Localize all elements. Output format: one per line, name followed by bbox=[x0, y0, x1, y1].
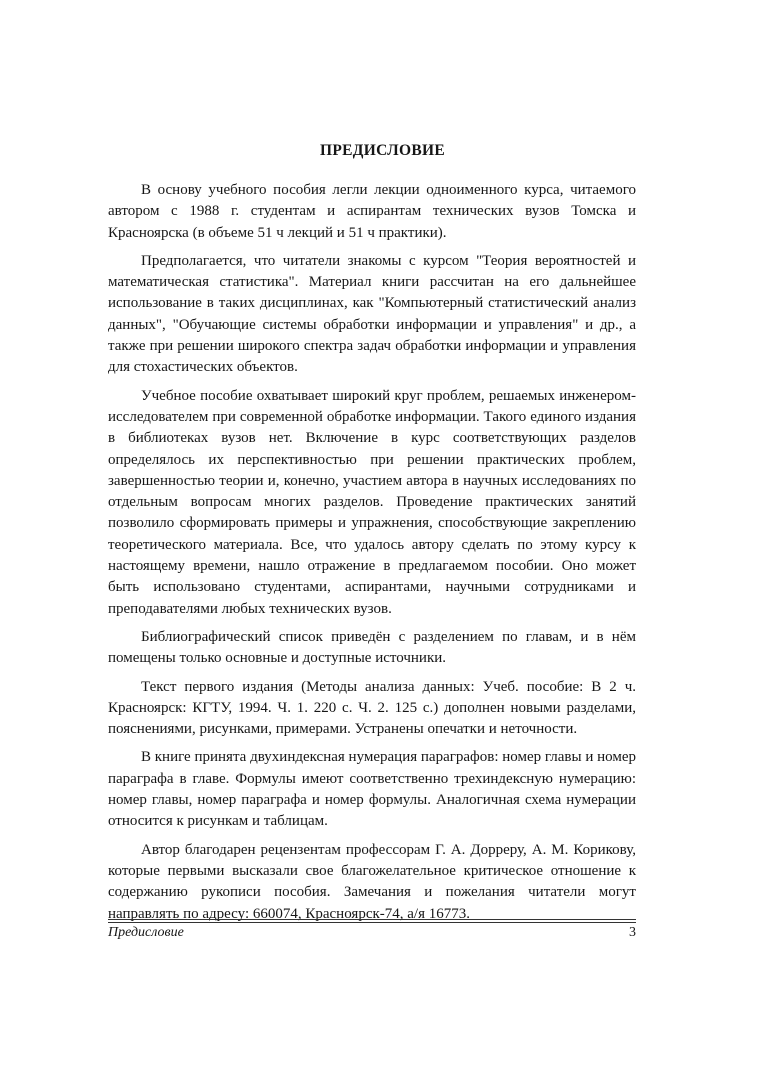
paragraph: Библиографический список приведён с разделением по главам, и в нём помещены только основные и доступные источники. bbox=[108, 628, 636, 667]
paragraph: В основу учебного пособия легли лекции одноименного курса, читаемого автором с 1988 г. студентам и аспирантам технических вузов Томска и Красноярска (в объеме 51 ч лекций и 51 ч практики). bbox=[108, 182, 636, 241]
running-footer-section: Предисловие bbox=[108, 925, 184, 940]
page-number: 3 bbox=[629, 925, 636, 940]
paragraph: Автор благодарен рецензентам профессорам Г. А. Дорреру, А. М. Корикову, которые первыми высказали свое благожелательное критическое отношение к содержанию рукописи пособия. Замечания и пожелания читатели могут направлять по адресу: 660074, Красноярск-74, а/я 16773. bbox=[108, 841, 636, 922]
paragraph: Текст первого издания (Методы анализа данных: Учеб. пособие: В 2 ч. Красноярск: КГТУ, 1994. Ч. 1. 220 с. Ч. 2. 125 с.) дополнен новыми разделами, пояснениями, рисунками, примерами. Устранены опечатки и неточности. bbox=[108, 678, 636, 738]
body-text bbox=[108, 180, 636, 932]
paragraph: Учебное пособие охватывает широкий круг проблем, решаемых инженером-исследователем при современной обработке информации. Такого единого издания в библиотеках вузов нет. Включение в курс соответствующих разделов определялось их перспективностью при решении практических проблем, завершенностью теории и, конечно, участием автора в научных исследованиях по отдельным вопросам многих разделов. Проведение практических занятий позволило сформировать примеры и упражнения, способствующие закреплению теоретического материала. Все, что удалось автору сделать по этому курсу к настоящему времени, нашло отражение в предлагаемом пособии. Оно может быть использовано студентами, аспирантами, научными сотрудниками и преподавателями любых технических вузов. bbox=[108, 387, 636, 617]
paragraph: В книге принята двухиндексная нумерация параграфов: номер главы и номер параграфа в главе. Формулы имеют соответственно трехиндексную нумерацию: номер главы, номер параграфа и номер формулы. Аналогичная схема нумерации относится к рисункам и таблицам. bbox=[108, 749, 637, 830]
page-title: ПРЕДИСЛОВИЕ bbox=[319, 142, 446, 159]
paragraph: Предполагается, что читатели знакомы с курсом "Теория вероятностей и математическая статистика". Материал книги рассчитан на его дальнейшее использование в таких дисциплинах, как "Компьютерный статистический анализ данных", "Обучающие системы обработки информации и управления" и др., а также при решении широкого спектра задач обработки информации и управления для стохастических объектов. bbox=[108, 252, 636, 376]
footer-divider bbox=[108, 922, 636, 923]
footer-divider bbox=[108, 919, 636, 920]
